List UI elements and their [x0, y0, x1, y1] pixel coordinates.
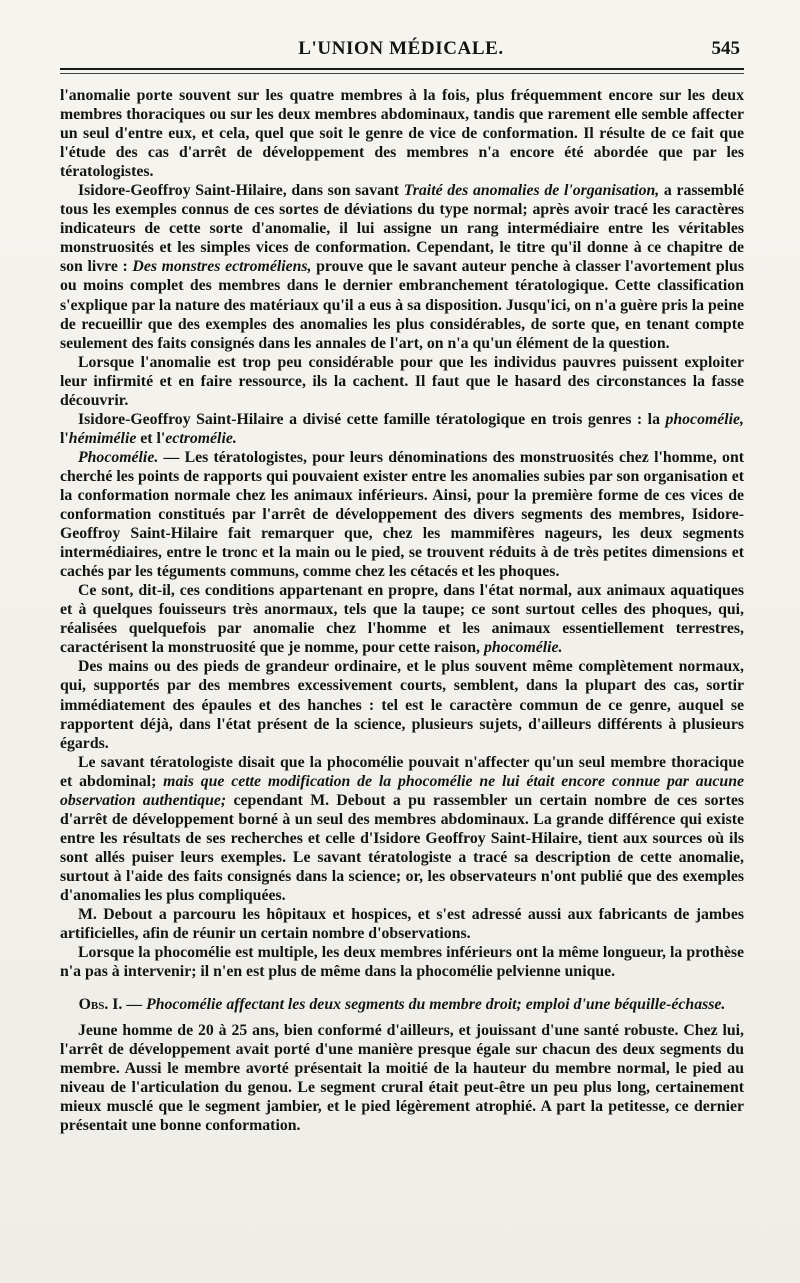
observation-heading [60, 995, 744, 1014]
text-run: Lorsque l'anomalie est trop peu considérable pour que les individus pauvres puissent exploiter leur infirmité et en faire ressource, ils la cachent. Il faut que le hasard des circonstances la fasse découvrir. [60, 353, 744, 409]
text-run: prouve que le savant auteur penche à classer l'avortement plus ou moins complet des membres dans le dernier embranchement tératologique. Cette classification s'explique par la nature des matériaux qu'il a eus à sa disposition. Jusqu'ici, on n'a guère pris la peine de recueillir que des exemples des anomalies les plus considérables, de sorte que, en tenant compte seulement des faits consignés dans les annales de l'art, on n'a qu'un élément de la question. [60, 258, 744, 352]
header-rule [60, 68, 744, 70]
text-run: — Les tératologistes, pour leurs dénominations des monstruosités chez l'homme, ont cherché les points de rapports qui pouvaient exister entre les anomalies subies par son organisation et la conformation normale chez les animaux inférieurs. Ainsi, pour la première forme de ces vices de conformation constitués par l'arrêt de développement des divers segments des membres, Isidore-Geoffroy Saint-Hilaire fait remarquer que, chez les mammifères nageurs, les deux segments intermédiaires, entre le tronc et la main ou le pied, se trouvent réduits à de très petites dimensions et cachés par les téguments communs, comme chez les cétacés et les phoques. [60, 448, 744, 581]
text-run: et l' [136, 429, 166, 447]
text-run: l' [60, 429, 69, 447]
italic-run: hémimélie [68, 429, 137, 447]
italic-run: phocomélie, [665, 410, 744, 428]
italic-run: ectromélie. [165, 429, 237, 447]
paragraph [60, 657, 744, 752]
header-rule-thin [60, 73, 744, 74]
paragraph [60, 86, 744, 181]
text-run: M. Debout a parcouru les hôpitaux et hospices, et s'est adressé aussi aux fabricants de jambes artificielles, afin de réunir un certain nombre d'observations. [60, 906, 744, 943]
observation-label: Obs. I. [78, 996, 123, 1014]
text-run: Des mains ou des pieds de grandeur ordinaire, et le plus souvent même complètement normaux, qui, supportés par des membres excessivement courts, semblent, dans la plupart des cas, sortir immédiatement des épaules et des hanches : tel est le caractère commun de ce genre, auquel se rapportent déjà, dans l'état présent de la science, plusieurs sujets, d'ailleurs différents à plusieurs égards. [60, 658, 744, 752]
paragraph [60, 943, 744, 981]
italic-run: Traité des anomalies de l'organisation, [403, 182, 660, 200]
observation-title: Phocomélie affectant les deux segments du membre droit; emploi d'une béquille-échasse. [146, 996, 726, 1014]
text-run: Isidore-Geoffroy Saint-Hilaire, dans son savant [78, 182, 404, 200]
page-number: 545 [711, 38, 740, 59]
italic-run: phocomélie. [483, 639, 563, 657]
italic-run: Phocomélie. [78, 448, 159, 466]
paragraph [60, 581, 744, 657]
text-run: Le savant tératologiste disait que la phocomélie pouvait n'affecter qu'un seul membre thoracique et abdominal; [60, 753, 744, 790]
observation-paragraph: Jeune homme de 20 à 25 ans, bien conformé d'ailleurs, et jouissant d'une santé robuste. Chez lui, l'arrêt de développement avait porté d'une manière presque égale sur chacun des deux segments du membre. Aussi le membre avorté présentait la moitié de la hauteur du membre normal, le pied au niveau de l'articulation du genou. Le segment crural était peut-être un peu plus long, certainement mieux musclé que le segment jambier, et le pied légèrement atrophié. A part la petitesse, ce dernier présentait une bonne conformation. [60, 1022, 744, 1135]
text-run: Isidore-Geoffroy Saint-Hilaire a divisé cette famille tératologique en trois genres : la [78, 410, 666, 428]
paragraph [60, 753, 744, 905]
paragraph [60, 448, 744, 581]
paragraph [60, 353, 744, 410]
italic-run: Des monstres ectroméliens, [132, 258, 312, 276]
italic-run: mais que cette modification de la phocomélie ne lui était encore connue par aucune observation authentique; [60, 772, 744, 809]
text-run: l'anomalie porte souvent sur les quatre membres à la fois, plus fréquemment encore sur les deux membres thoraciques ou sur les deux membres abdominaux, tandis que rarement elle semble affecter un seul d'entre eux, et cela, quel que soit le genre de vice de conformation. Il résulte de ce fait que l'étude des cas d'arrêt de développement des membres n'a encore été abordée que par les tératologistes. [60, 87, 744, 181]
paragraph [60, 905, 744, 943]
text-run: cependant M. Debout a pu rassembler un certain nombre de ces sortes d'arrêt de développement borné à un seul des membres abdominaux. La grande différence qui existe entre les résultats de ses recherches et celle d'Isidore Geoffroy Saint-Hilaire, tient aux sources où ils sont allés puiser leurs exemples. Le savant tératologiste a tracé sa description de cette anomalie, surtout à l'aide des faits consignés dans la science; or, les observateurs n'ont publié que des exemples d'anomalies les plus compliquées. [60, 791, 744, 904]
text-run: Ce sont, dit-il, ces conditions appartenant en propre, dans l'état normal, aux animaux aquatiques et à quelques fouisseurs très anormaux, tels que la taupe; ce sont surtout celles des phoques, qui, réalisées quelquefois par anomalie chez l'homme et les animaux essentiellement terrestres, caractérisent la monstruosité que je nomme, pour cette raison, [60, 582, 744, 657]
running-header [60, 36, 742, 66]
article-body [60, 86, 744, 1136]
text-run: a rassemblé tous les exemples connus de ces sortes de déviations du type normal; après avoir tracé les caractères indicateurs de cette sorte d'anomalie, il lui assigne un rang intermédiaire entre les véritables monstruosités et les simples vices de conformation. Cependant, le titre qu'il donne à ce chapitre de son livre : [60, 182, 744, 276]
paragraph [60, 181, 744, 352]
journal-title: L'UNION MÉDICALE. [298, 38, 504, 59]
paragraph [60, 410, 744, 448]
text-run: Lorsque la phocomélie est multiple, les deux membres inférieurs ont la même longueur, la prothèse n'a pas à intervenir; il n'en est plus de même dans la phocomélie pelvienne unique. [60, 944, 744, 981]
observation-dash: — [122, 996, 147, 1014]
